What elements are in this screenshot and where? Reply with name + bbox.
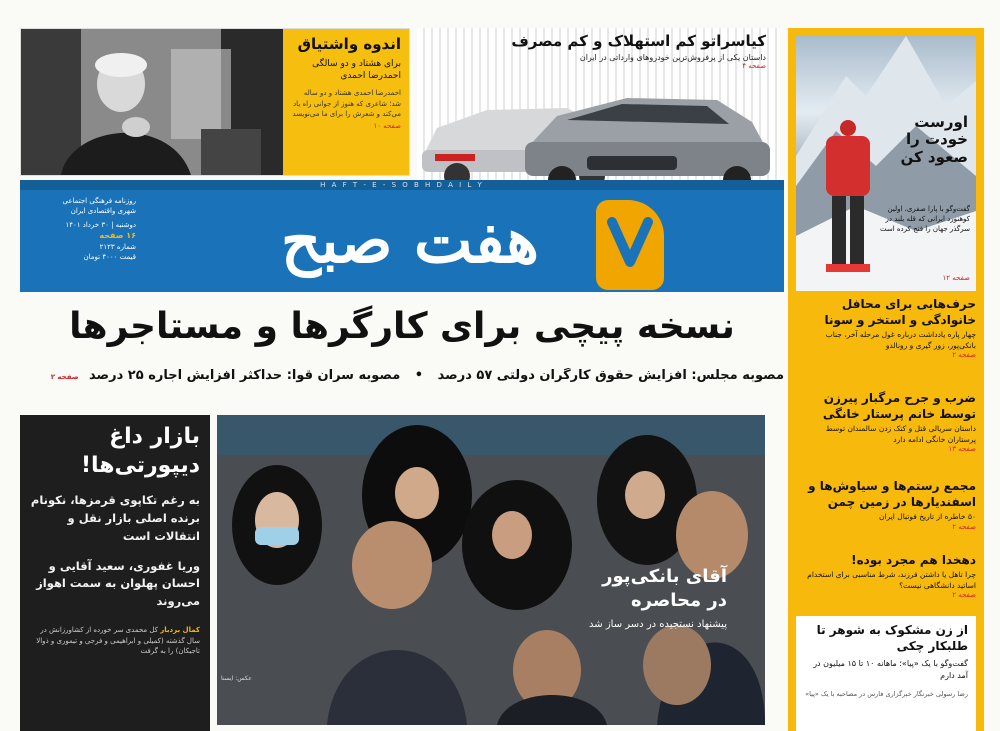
publisher-line-2: شهری واقتصادی ایران (70, 207, 136, 216)
headline-area (20, 296, 784, 396)
story4-body: چرا تاهل یا داشتن فرزند، شرط مناسبی برای استخدام اساتید دانشگاهی نیست؟ (807, 570, 976, 590)
andooh-text-panel (283, 29, 409, 175)
masthead-latin-strip: H A F T - E - S O B H D A I L Y (20, 180, 784, 190)
left-column[interactable] (20, 415, 210, 731)
right-story-5[interactable] (796, 616, 976, 731)
story2-title[interactable]: ضرب و جرح مرگبار پیرزن توسط خانم پرستار خانگی (822, 391, 976, 422)
issue-number: شماره ۲۱۲۳ (99, 243, 136, 252)
headline-subheads (20, 368, 784, 390)
page-count: ۱۶ صفحه (99, 231, 136, 241)
masthead (20, 180, 784, 292)
masthead-info (26, 196, 136, 262)
mountain-caption[interactable]: اورست خودت را صعود کن (900, 113, 968, 166)
mountain-page-ref[interactable]: صفحه ۱۲ (942, 274, 970, 282)
mountain-photo[interactable] (796, 36, 976, 291)
subhead-separator: • (414, 368, 424, 383)
left-para-1: به رغم تکاپوی قرمزها، نکونام برنده اصلی بازار نقل و انتقالات است (30, 493, 200, 543)
main-photo-caption (577, 565, 727, 632)
main-photo-caption-sub: پیشنهاد نستجیده در دسر ساز شد (589, 618, 727, 630)
right-story-3[interactable] (796, 478, 976, 531)
main-photo-caption-title[interactable]: آقای بانکی‌پور در محاصره (602, 566, 727, 612)
right-column (788, 28, 984, 731)
story2-page-ref[interactable]: صفحه ۱۳ (948, 445, 976, 454)
portrait-photo (21, 29, 283, 175)
main-headline[interactable]: نسخه پیچی برای کارگرها و مستاجرها (69, 306, 735, 347)
left-footer-text: کل محمدی سر خورده از کشاورزانش در سال گذشته (کمیلی و ابراهیمی و فرجی و تیموری و ذوالا تاجیکان) را به گرفت (36, 626, 200, 656)
andooh-body: احمدرضا احمدی هشتاد و دو ساله شد؛ شاعری که هنوز از جوانی راه یاد می‌کند و شعرش را برای ما می‌نویسد (292, 89, 401, 118)
mountain-text: گفت‌وگو با پارا صفری، اولین کوهنورد ایرانی که قله بلند در سرگذر جهان را فتح کرده است (879, 205, 970, 234)
photographer-credit: عکس: ایسنا (221, 675, 252, 682)
subhead-saran[interactable]: مصوبه سران قوا: حداکثر افزایش اجاره ۲۵ درصد (89, 368, 401, 383)
kia-text (436, 32, 766, 70)
kia-subtitle: داستان یکی از پرفروش‌ترین خودروهای وارداتی در ایران (579, 53, 766, 62)
kia-title[interactable]: کیاسراتو کم استهلاک و کم مصرف (511, 32, 766, 50)
right-story-2[interactable] (796, 390, 976, 453)
main-photo[interactable] (217, 415, 765, 725)
left-footer-label: کمال بردبار (160, 626, 200, 635)
logo-seven-icon (596, 200, 664, 290)
right-story-1[interactable] (796, 296, 976, 359)
kia-page-ref[interactable]: صفحه ۴ (742, 62, 766, 70)
left-title[interactable]: بازار داغ دیپورتی‌ها! (80, 424, 200, 478)
story1-body: چهار پاره یادداشت درباره غول مرحله آخر، جناب بانکی‌پور، زور گیری و رونالدو (825, 330, 976, 350)
issue-price: قیمت ۴۰۰۰ تومان (83, 253, 136, 262)
story5-body: گفت‌وگو با یک «پیا»؛ ماهانه ۱۰ تا ۱۵ میلیون در آمد دارم (813, 659, 968, 680)
story5-title[interactable]: از زن مشکوک به شوهر تا طلبکار چکی (816, 623, 968, 654)
subhead-page-ref[interactable]: صفحه ۲ (50, 373, 79, 381)
issue-date: دوشنبه | ۳۰ خرداد ۱۴۰۱ (65, 221, 136, 230)
story3-title[interactable]: مجمع رستم‌ها و سیاوش‌ها و اسفندیارها در زمین چمن (808, 479, 976, 510)
left-para-2: وریا غفوری، سعید آقایی و احسان پهلوان به سمت اهواز می‌روند (36, 558, 200, 609)
story3-body: ۵۰ خاطره از تاریخ فوتبال ایران (878, 512, 976, 522)
andooh-subtitle: برای هشتاد و دو سالگی احمدرضا احمدی (312, 59, 401, 81)
kia-story-box[interactable] (417, 28, 780, 196)
story5-footer: رضا رسولی خبرنگار خبرگزاری فارس در مصاحبه با یک «پیا» (805, 689, 968, 698)
publisher-line-1: روزنامه فرهنگی اجتماعی (62, 197, 136, 205)
left-footer (30, 625, 200, 657)
story3-page-ref[interactable]: صفحه ۲ (952, 522, 976, 531)
logo-badge-seven (596, 200, 664, 290)
andooh-title[interactable]: اندوه واشتیاق (297, 35, 401, 53)
story1-page-ref[interactable]: صفحه ۲ (952, 351, 976, 360)
portrait-illustration (21, 29, 283, 175)
subhead-majlis[interactable]: مصوبه مجلس: افزایش حقوق کارگران دولتی ۵۷ درصد (437, 368, 784, 383)
masthead-logo[interactable]: هفت صبح (281, 204, 539, 277)
andooh-page-ref[interactable]: صفحه ۱۰ (373, 121, 401, 130)
right-story-4[interactable] (796, 552, 976, 599)
story4-page-ref[interactable]: صفحه ۲ (952, 591, 976, 600)
story2-body: داستان سریالی قتل و کتک زدن سالمندان توسط پرستاران خانگی ادامه دارد (825, 424, 976, 444)
story1-title[interactable]: حرف‌هایی برای محافل خانوادگی و استخر و سونا (824, 297, 976, 328)
andooh-story-box[interactable] (20, 28, 410, 176)
story4-title[interactable]: دهخدا هم مجرد بوده! (851, 553, 976, 567)
